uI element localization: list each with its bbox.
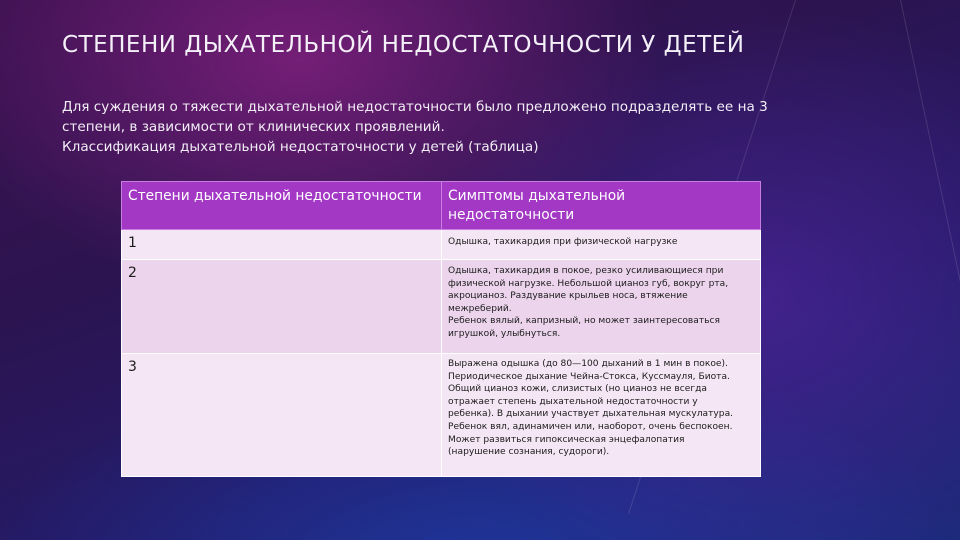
header-degrees: Степени дыхательной недостаточности: [122, 182, 442, 230]
respiratory-failure-table: [121, 181, 761, 477]
symptom-line: Общий цианоз кожи, слизистых (но цианоз не всегда: [448, 384, 707, 395]
symptom-line: Ребенок вялый, капризный, но может заинтересоваться: [448, 316, 720, 327]
symptom-line: межреберий.: [448, 303, 512, 314]
table-row: [122, 230, 761, 260]
intro-line: Классификация дыхательной недостаточности у детей (таблица): [62, 139, 539, 155]
symptom-line: Выражена одышка (до 80—100 дыханий в 1 мин в покое).: [448, 359, 728, 369]
degree-cell: 3: [122, 354, 442, 477]
symptom-line: отражает степень дыхательной недостаточности у: [448, 396, 698, 407]
degree-cell: 2: [122, 260, 442, 354]
symptom-line: Одышка, тахикардия при физической нагрузке: [448, 237, 678, 247]
intro-text: [62, 97, 852, 157]
intro-line: степени, в зависимости от клинических проявлений.: [62, 119, 445, 135]
slide-title: СТЕПЕНИ ДЫХАТЕЛЬНОЙ НЕДОСТАТОЧНОСТИ У ДЕТЕЙ: [62, 32, 745, 58]
degree-cell: 1: [122, 230, 442, 260]
symptoms-cell: [442, 230, 761, 260]
symptoms-cell: [442, 354, 761, 477]
table-header-row: [122, 182, 761, 230]
symptom-line: Одышка, тахикардия в покое, резко усиливающиеся при: [448, 266, 724, 276]
symptom-line: игрушкой, улыбнуться.: [448, 328, 561, 339]
intro-line: Для суждения о тяжести дыхательной недостаточности было предложено подразделять ее на 3: [62, 99, 768, 115]
symptom-line: акроцианоз. Раздувание крыльев носа, втяжение: [448, 291, 688, 302]
symptom-line: Ребенок вял, адинамичен или, наоборот, очень беспокоен.: [448, 421, 733, 432]
symptom-line: Может развиться гипоксическая энцефалопатия: [448, 434, 685, 445]
symptom-line: Периодическое дыхание Чейна-Стокса, Куссмауля, Биота.: [448, 371, 730, 382]
decorative-line: [900, 0, 960, 528]
symptoms-cell: [442, 260, 761, 354]
header-symptoms: Симптомы дыхательной недостаточности: [442, 182, 761, 230]
symptom-line: физической нагрузке. Небольшой цианоз губ, вокруг рта,: [448, 278, 729, 289]
table-row: [122, 260, 761, 354]
symptom-line: ребенка). В дыхании участвует дыхательная мускулатура.: [448, 409, 734, 420]
table-row: [122, 354, 761, 477]
symptom-line: (нарушение сознания, судороги).: [448, 447, 610, 458]
